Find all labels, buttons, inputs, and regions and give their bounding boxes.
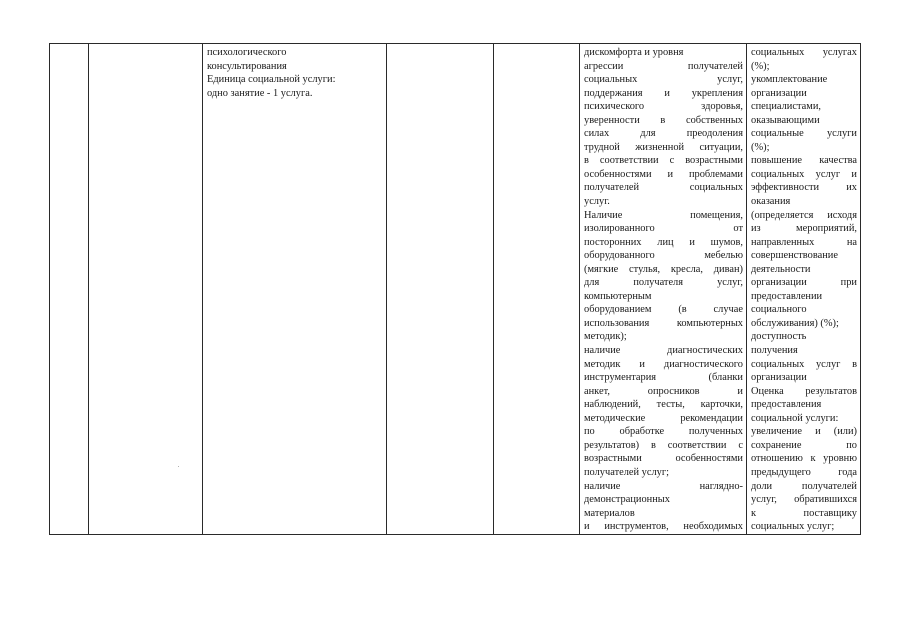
service-description-text: [203, 44, 386, 100]
services-table: [49, 43, 861, 535]
scan-speck: [178, 466, 179, 467]
text-line: по обработке полученных: [584, 426, 743, 438]
cell-service-name: [89, 44, 203, 535]
text-line: эффективности их: [751, 182, 857, 194]
text-line: доли получателей: [751, 480, 857, 492]
text-line: возрастными особенностями: [584, 453, 743, 465]
text-line: предоставления: [751, 399, 822, 411]
text-line: наличие диагностических: [584, 345, 743, 357]
text-line: социальных услуг;: [751, 521, 835, 533]
text-line: сохранение по: [751, 439, 857, 451]
text-line: (%);: [751, 141, 770, 153]
text-line: силах для преодоления: [584, 128, 743, 140]
text-line: социальных услуг и: [751, 168, 857, 180]
text-line: трудной жизненной ситуации,: [584, 141, 743, 153]
text-line: наличие наглядно-: [584, 480, 743, 492]
text-line: методик);: [584, 331, 627, 343]
text-line: методик и диагностического: [584, 358, 743, 370]
text-line: специалистами,: [751, 101, 821, 113]
cell-number: [50, 44, 89, 535]
text-line: социальных услугах: [751, 47, 857, 58]
cell-timing: [387, 44, 494, 535]
text-line: оборудованием (в случае: [584, 304, 743, 316]
text-line: организации: [751, 372, 807, 384]
text-line: отношению к уровню: [751, 453, 857, 465]
cell-conditions: [580, 44, 747, 535]
table-row: [50, 44, 861, 535]
text-line: (%);: [751, 60, 770, 72]
text-line: компьютерным: [584, 290, 652, 302]
text-line: Единица социальной услуги:: [207, 74, 336, 86]
text-line: увеличение и (или): [751, 426, 857, 438]
text-line: методические рекомендации: [584, 412, 743, 424]
text-line: укомплектование: [751, 74, 828, 86]
text-line: повышение качества: [751, 155, 857, 167]
text-line: одно занятие - 1 услуга.: [207, 87, 313, 99]
text-line: из мероприятий,: [751, 223, 857, 235]
text-line: социальных услуг,: [584, 74, 743, 86]
text-line: получения: [751, 345, 798, 357]
text-line: (определяется исходя: [751, 209, 857, 221]
text-line: анкет, опросников и: [584, 385, 743, 397]
text-line: изолированного от: [584, 223, 743, 235]
text-line: демонстрационных: [584, 494, 670, 506]
text-line: использования компьютерных: [584, 317, 743, 329]
text-line: (мягкие стулья, кресла, диван): [584, 263, 743, 275]
cell-quality-indicators: [747, 44, 861, 535]
text-line: результатов) в соответствии с: [584, 439, 743, 451]
text-line: деятельности: [751, 263, 811, 275]
text-line: организации при: [751, 277, 857, 289]
text-line: особенностями и проблемами: [584, 168, 743, 180]
text-line: оказывающими: [751, 114, 820, 126]
conditions-text: [580, 44, 746, 534]
text-line: Оценка результатов: [751, 385, 857, 397]
text-line: совершенствование: [751, 250, 838, 262]
text-line: Наличие помещения,: [584, 209, 743, 221]
text-line: консультирования: [207, 60, 287, 72]
text-line: доступность: [751, 331, 807, 343]
text-line: социальных услуг в: [751, 358, 857, 370]
cell-rate: [494, 44, 580, 535]
text-line: поддержания и укрепления: [584, 87, 743, 99]
text-line: социальной услуги:: [751, 412, 839, 424]
text-line: услуг, обратившихся: [751, 494, 857, 506]
text-line: получателей социальных: [584, 182, 743, 194]
text-line: оборудованного мебелью: [584, 250, 743, 262]
text-line: направленных на: [751, 236, 857, 248]
text-line: агрессии получателей: [584, 60, 743, 72]
text-line: предоставлении: [751, 290, 823, 302]
text-line: для получателя услуг,: [584, 277, 743, 289]
text-line: социальные услуги: [751, 128, 857, 140]
text-line: социального: [751, 304, 807, 316]
text-line: психологического: [207, 47, 287, 58]
text-line: предыдущего года: [751, 466, 857, 478]
text-line: психического здоровья,: [584, 101, 743, 113]
text-line: посторонних лиц и шумов,: [584, 236, 743, 248]
text-line: к поставщику: [751, 507, 857, 519]
cell-service-description: [203, 44, 387, 535]
text-line: инструментария (бланки: [584, 372, 743, 384]
text-line: и инструментов, необходимых: [584, 521, 743, 533]
text-line: уверенности в собственных: [584, 114, 743, 126]
text-line: организации: [751, 87, 807, 99]
text-line: обслуживания) (%);: [751, 317, 839, 329]
text-line: наблюдений, тесты, карточки,: [584, 399, 743, 411]
text-line: дискомфорта и уровня: [584, 47, 684, 58]
text-line: в соответствии с возрастными: [584, 155, 743, 167]
quality-indicators-text: [747, 44, 860, 534]
text-line: материалов: [584, 507, 635, 519]
text-line: услуг.: [584, 196, 610, 208]
text-line: оказания: [751, 196, 791, 208]
text-line: получателей услуг;: [584, 466, 670, 478]
